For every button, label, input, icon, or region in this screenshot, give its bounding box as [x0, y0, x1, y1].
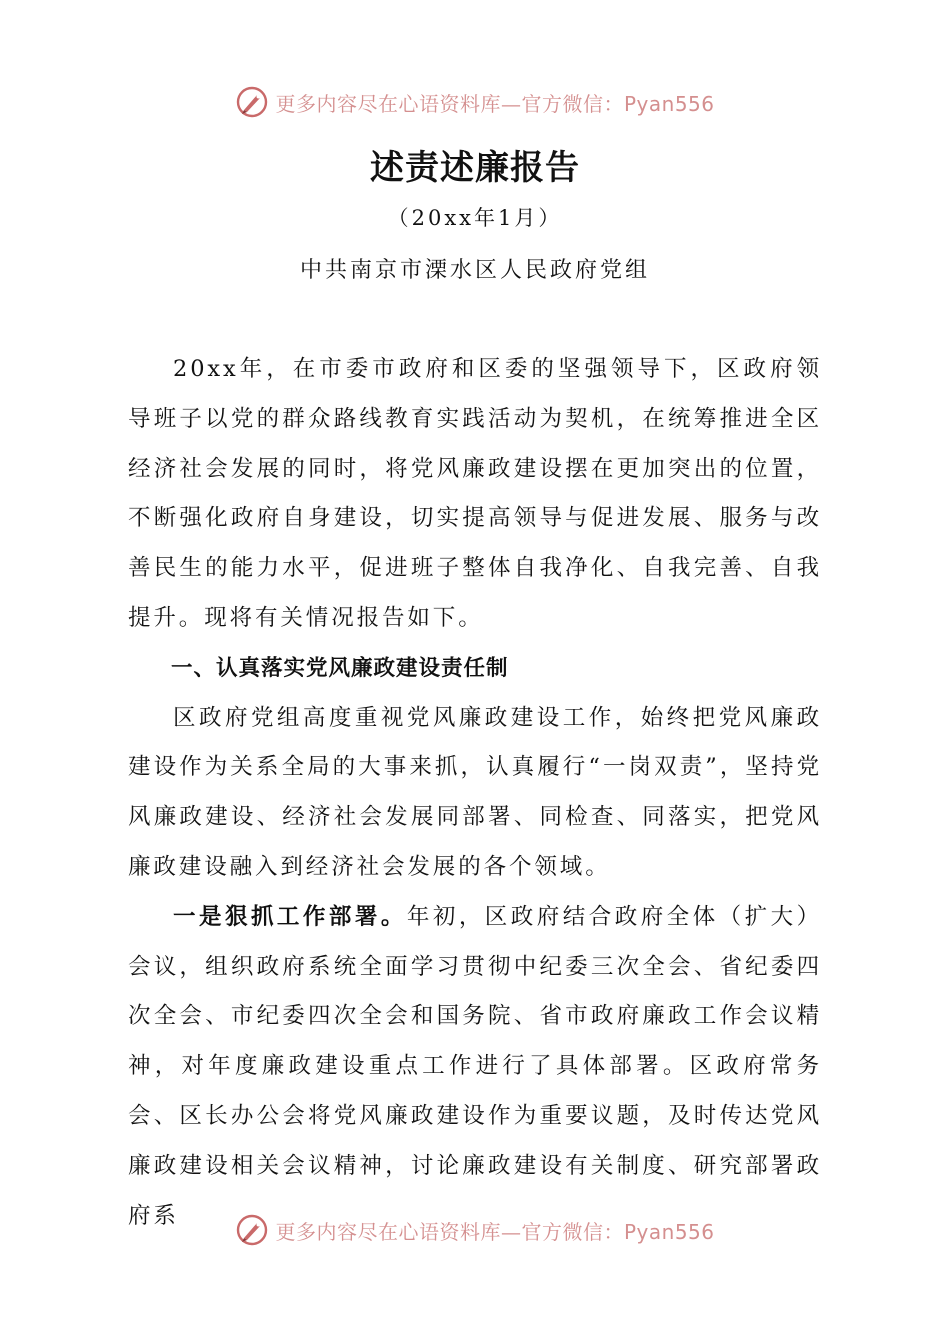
- point-paragraph: [128, 893, 822, 1242]
- document-body: [128, 345, 822, 1241]
- section-heading: 一、认真落实党风廉政建设责任制: [171, 655, 509, 681]
- section-paragraph: 区政府党组高度重视党风廉政建设工作，始终把党风廉政建设作为关系全局的大事来抓，认真履行“一岗双责”，坚持党风廉政建设、经济社会发展同部署、同检查、同落实，把党风廉政建设融入到经济社会发展的各个领域。: [128, 704, 822, 880]
- document-title: 述责述廉报告: [370, 148, 580, 188]
- intro-paragraph: 20xx年，在市委市政府和区委的坚强领导下，区政府领导班子以党的群众路线教育实践活动为契机，在统筹推进全区经济社会发展的同时，将党风廉政建设摆在更加突出的位置，不断强化政府自身建设，切实提高领导与促进发展、服务与改善民生的能力水平，促进班子整体自我净化、自我完善、自我提升。现将有关情况报告如下。: [128, 356, 822, 631]
- document-organization: 中共南京市溧水区人民政府党组: [299, 258, 650, 283]
- watermark-text: 更多内容尽在心语资料库—官方微信：Pyan556: [275, 1219, 715, 1244]
- document-date: （20xx年1月）: [387, 206, 563, 230]
- point-text: 年初，区政府结合政府全体（扩大）会议，组织政府系统全面学习贯彻中纪委三次全会、省纪委四次全会、市纪委四次全会和国务院、省市政府廉政工作会议精神，对年度廉政建设重点工作进行了具体部署。区政府常务会、区长办公会将党风廉政建设作为重要议题，及时传达党风廉政建设相关会议精神，讨论廉政建设有关制度、研究部署政府系: [128, 903, 823, 1229]
- pen-logo-icon: [235, 1213, 269, 1247]
- watermark-text: 更多内容尽在心语资料库—官方微信：Pyan556: [275, 91, 715, 116]
- point-lead: 一是狠抓工作部署。: [173, 903, 407, 930]
- watermark-banner-bottom: [0, 1210, 950, 1250]
- pen-logo-icon: [235, 85, 269, 119]
- watermark-banner-top: [0, 82, 950, 122]
